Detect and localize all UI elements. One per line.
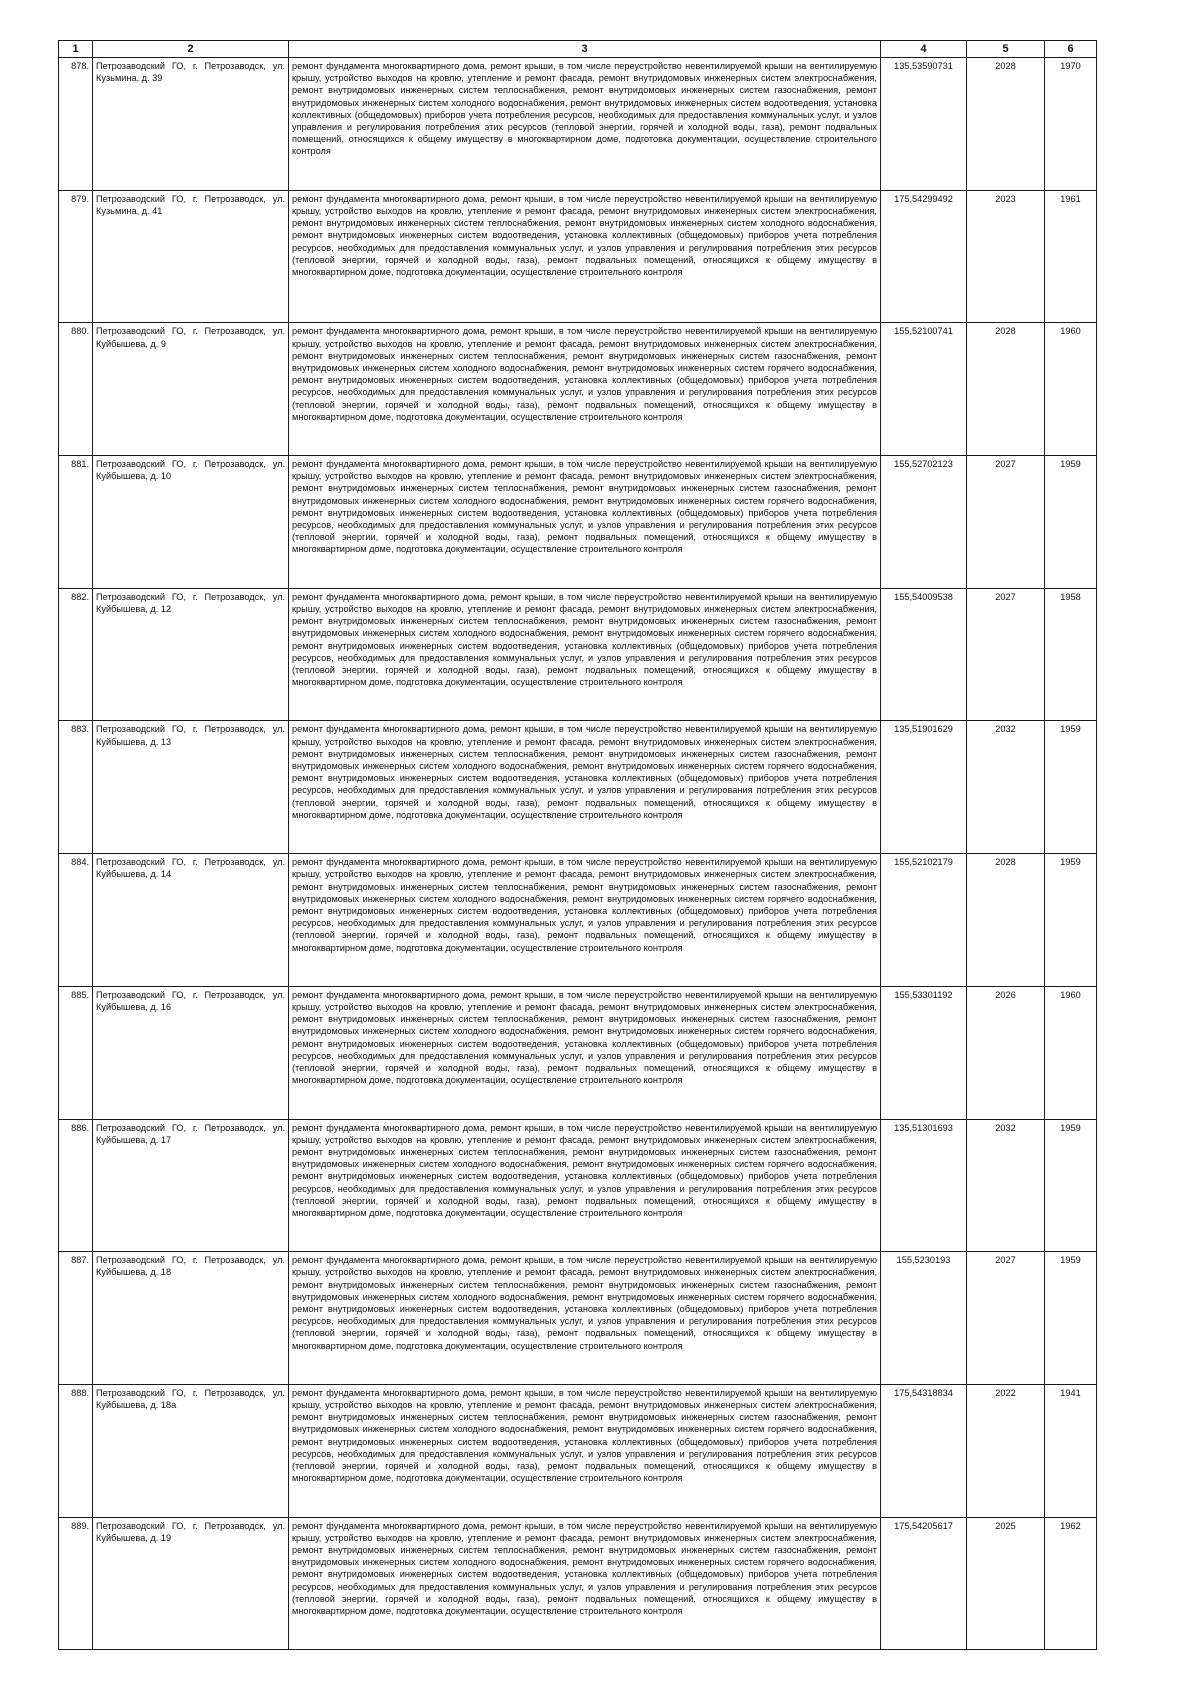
address-cell: Петрозаводский ГО, г. Петрозаводск, ул. Куйбышева, д. 19 [93,1517,289,1650]
works-cell: ремонт фундамента многоквартирного дома, ремонт крыши, в том числе переустройство невентилируемой крыши на вентилируемую крышу, устройство выходов на кровлю, утепление и ремонт фасада, ремонт внутридомовых инженерных систем электроснабжения, ремонт внутридомовых инженерных систем теплоснабжения, ремонт внутридомовых инженерных систем газоснабжения, ремонт внутридомовых инженерных систем холодного водоснабжения, ремонт внутридомовых инженерных систем горячего водоснабжения, ремонт внутридомовых инженерных систем водоотведения, установка коллективных (общедомовых) приборов учета потребления ресурсов, необходимых для предоставления коммунальных услуг, и узлов управления и регулирования потребления этих ресурсов (тепловой энергии, горячей и холодной воды, газа), ремонт подвальных помещений, относящихся к общему имуществу в многоквартирном доме, подготовка документации, осуществление строительного контроля [289,456,881,589]
table-body [59,58,1097,1650]
plan-year-cell: 2027 [967,588,1045,721]
address-cell: Петрозаводский ГО, г. Петрозаводск, ул. Куйбышева, д. 17 [93,1119,289,1252]
plan-year-cell: 2032 [967,1119,1045,1252]
works-cell: ремонт фундамента многоквартирного дома, ремонт крыши, в том числе переустройство невентилируемой крыши на вентилируемую крышу, устройство выходов на кровлю, утепление и ремонт фасада, ремонт внутридомовых инженерных систем электроснабжения, ремонт внутридомовых инженерных систем теплоснабжения, ремонт внутридомовых инженерных систем газоснабжения, ремонт внутридомовых инженерных систем холодного водоснабжения, ремонт внутридомовых инженерных систем горячего водоснабжения, ремонт внутридомовых инженерных систем водоотведения, установка коллективных (общедомовых) приборов учета потребления ресурсов, необходимых для предоставления коммунальных услуг, и узлов управления и регулирования потребления этих ресурсов (тепловой энергии, горячей и холодной воды, газа), ремонт подвальных помещений, относящихся к общему имуществу в многоквартирном доме, подготовка документации, осуществление строительного контроля [289,323,881,456]
table-row [59,986,1097,1119]
address-cell: Петрозаводский ГО, г. Петрозаводск, ул. Куйбышева, д. 18 [93,1252,289,1385]
row-number: 879. [59,190,93,323]
header-row [59,41,1097,58]
table-row [59,323,1097,456]
data-table [58,40,1097,1650]
built-year-cell: 1962 [1045,1517,1097,1650]
works-cell: ремонт фундамента многоквартирного дома, ремонт крыши, в том числе переустройство невентилируемой крыши на вентилируемую крышу, устройство выходов на кровлю, утепление и ремонт фасада, ремонт внутридомовых инженерных систем электроснабжения, ремонт внутридомовых инженерных систем теплоснабжения, ремонт внутридомовых инженерных систем газоснабжения, ремонт внутридомовых инженерных систем холодного водоснабжения, ремонт внутридомовых инженерных систем горячего водоснабжения, ремонт внутридомовых инженерных систем водоотведения, установка коллективных (общедомовых) приборов учета потребления ресурсов, необходимых для предоставления коммунальных услуг, и узлов управления и регулирования потребления этих ресурсов (тепловой энергии, горячей и холодной воды, газа), ремонт подвальных помещений, относящихся к общему имуществу в многоквартирном доме, подготовка документации, осуществление строительного контроля [289,721,881,854]
address-cell: Петрозаводский ГО, г. Петрозаводск, ул. Куйбышева, д. 18а [93,1384,289,1517]
cost-cell: 175,54318834 [881,1384,967,1517]
cost-cell: 135,51901629 [881,721,967,854]
built-year-cell: 1959 [1045,456,1097,589]
plan-year-cell: 2025 [967,1517,1045,1650]
plan-year-cell: 2027 [967,1252,1045,1385]
address-cell: Петрозаводский ГО, г. Петрозаводск, ул. Куйбышева, д. 10 [93,456,289,589]
works-cell: ремонт фундамента многоквартирного дома, ремонт крыши, в том числе переустройство невентилируемой крыши на вентилируемую крышу, устройство выходов на кровлю, утепление и ремонт фасада, ремонт внутридомовых инженерных систем электроснабжения, ремонт внутридомовых инженерных систем теплоснабжения, ремонт внутридомовых инженерных систем газоснабжения, ремонт внутридомовых инженерных систем холодного водоснабжения, ремонт внутридомовых инженерных систем горячего водоснабжения, ремонт внутридомовых инженерных систем водоотведения, установка коллективных (общедомовых) приборов учета потребления ресурсов, необходимых для предоставления коммунальных услуг, и узлов управления и регулирования потребления этих ресурсов (тепловой энергии, горячей и холодной воды, газа), ремонт подвальных помещений, относящихся к общему имуществу в многоквартирном доме, подготовка документации, осуществление строительного контроля [289,854,881,987]
cost-cell: 175,54205617 [881,1517,967,1650]
row-number: 889. [59,1517,93,1650]
plan-year-cell: 2022 [967,1384,1045,1517]
works-cell: ремонт фундамента многоквартирного дома, ремонт крыши, в том числе переустройство невентилируемой крыши на вентилируемую крышу, устройство выходов на кровлю, утепление и ремонт фасада, ремонт внутридомовых инженерных систем электроснабжения, ремонт внутридомовых инженерных систем теплоснабжения, ремонт внутридомовых инженерных систем газоснабжения, ремонт внутридомовых инженерных систем холодного водоснабжения, ремонт внутридомовых инженерных систем горячего водоснабжения, ремонт внутридомовых инженерных систем водоотведения, установка коллективных (общедомовых) приборов учета потребления ресурсов, необходимых для предоставления коммунальных услуг, и узлов управления и регулирования потребления этих ресурсов (тепловой энергии, горячей и холодной воды, газа), ремонт подвальных помещений, относящихся к общему имуществу в многоквартирном доме, подготовка документации, осуществление строительного контроля [289,1517,881,1650]
built-year-cell: 1970 [1045,58,1097,191]
row-number: 882. [59,588,93,721]
row-number: 883. [59,721,93,854]
works-cell: ремонт фундамента многоквартирного дома, ремонт крыши, в том числе переустройство невентилируемой крыши на вентилируемую крышу, устройство выходов на кровлю, утепление и ремонт фасада, ремонт внутридомовых инженерных систем электроснабжения, ремонт внутридомовых инженерных систем теплоснабжения, ремонт внутридомовых инженерных систем холодного водоснабжения, ремонт внутридомовых инженерных систем водоотведения, установка коллективных (общедомовых) приборов учета потребления ресурсов, необходимых для предоставления коммунальных услуг, и узлов управления и регулирования потребления этих ресурсов (тепловой энергии, горячей и холодной воды, газа), ремонт подвальных помещений, относящихся к общему имуществу в многоквартирном доме, подготовка документации, осуществление строительного контроля [289,190,881,323]
built-year-cell: 1959 [1045,1119,1097,1252]
plan-year-cell: 2023 [967,190,1045,323]
row-number: 887. [59,1252,93,1385]
row-number: 886. [59,1119,93,1252]
cost-cell: 175,54299492 [881,190,967,323]
built-year-cell: 1958 [1045,588,1097,721]
plan-year-cell: 2028 [967,323,1045,456]
column-header-2: 2 [93,41,289,58]
address-cell: Петрозаводский ГО, г. Петрозаводск, ул. Куйбышева, д. 13 [93,721,289,854]
built-year-cell: 1941 [1045,1384,1097,1517]
address-cell: Петрозаводский ГО, г. Петрозаводск, ул. Кузьмина, д. 41 [93,190,289,323]
column-header-3: 3 [289,41,881,58]
cost-cell: 155,52100741 [881,323,967,456]
row-number: 880. [59,323,93,456]
plan-year-cell: 2032 [967,721,1045,854]
table-row [59,190,1097,323]
table-row [59,1384,1097,1517]
works-cell: ремонт фундамента многоквартирного дома, ремонт крыши, в том числе переустройство невентилируемой крыши на вентилируемую крышу, устройство выходов на кровлю, утепление и ремонт фасада, ремонт внутридомовых инженерных систем электроснабжения, ремонт внутридомовых инженерных систем теплоснабжения, ремонт внутридомовых инженерных систем газоснабжения, ремонт внутридомовых инженерных систем холодного водоснабжения, ремонт внутридомовых инженерных систем горячего водоснабжения, ремонт внутридомовых инженерных систем водоотведения, установка коллективных (общедомовых) приборов учета потребления ресурсов, необходимых для предоставления коммунальных услуг, и узлов управления и регулирования потребления этих ресурсов (тепловой энергии, горячей и холодной воды, газа), ремонт подвальных помещений, относящихся к общему имуществу в многоквартирном доме, подготовка документации, осуществление строительного контроля [289,588,881,721]
cost-cell: 135,51301693 [881,1119,967,1252]
table-row [59,1119,1097,1252]
built-year-cell: 1959 [1045,721,1097,854]
table-row [59,854,1097,987]
table-row [59,721,1097,854]
cost-cell: 155,52102179 [881,854,967,987]
address-cell: Петрозаводский ГО, г. Петрозаводск, ул. Куйбышева, д. 14 [93,854,289,987]
built-year-cell: 1959 [1045,1252,1097,1385]
plan-year-cell: 2028 [967,854,1045,987]
column-header-1: 1 [59,41,93,58]
plan-year-cell: 2027 [967,456,1045,589]
address-cell: Петрозаводский ГО, г. Петрозаводск, ул. Кузьмина, д. 39 [93,58,289,191]
plan-year-cell: 2026 [967,986,1045,1119]
row-number: 878. [59,58,93,191]
table-row [59,456,1097,589]
built-year-cell: 1961 [1045,190,1097,323]
table-row [59,58,1097,191]
address-cell: Петрозаводский ГО, г. Петрозаводск, ул. Куйбышева, д. 16 [93,986,289,1119]
works-cell: ремонт фундамента многоквартирного дома, ремонт крыши, в том числе переустройство невентилируемой крыши на вентилируемую крышу, устройство выходов на кровлю, утепление и ремонт фасада, ремонт внутридомовых инженерных систем электроснабжения, ремонт внутридомовых инженерных систем теплоснабжения, ремонт внутридомовых инженерных систем газоснабжения, ремонт внутридомовых инженерных систем холодного водоснабжения, ремонт внутридомовых инженерных систем водоотведения, установка коллективных (общедомовых) приборов учета потребления ресурсов, необходимых для предоставления коммунальных услуг, и узлов управления и регулирования потребления этих ресурсов (тепловой энергии, горячей и холодной воды, газа), ремонт подвальных помещений, относящихся к общему имуществу в многоквартирном доме, подготовка документации, осуществление строительного контроля [289,58,881,191]
table-row [59,1517,1097,1650]
works-cell: ремонт фундамента многоквартирного дома, ремонт крыши, в том числе переустройство невентилируемой крыши на вентилируемую крышу, устройство выходов на кровлю, утепление и ремонт фасада, ремонт внутридомовых инженерных систем электроснабжения, ремонт внутридомовых инженерных систем теплоснабжения, ремонт внутридомовых инженерных систем газоснабжения, ремонт внутридомовых инженерных систем холодного водоснабжения, ремонт внутридомовых инженерных систем горячего водоснабжения, ремонт внутридомовых инженерных систем водоотведения, установка коллективных (общедомовых) приборов учета потребления ресурсов, необходимых для предоставления коммунальных услуг, и узлов управления и регулирования потребления этих ресурсов (тепловой энергии, горячей и холодной воды, газа), ремонт подвальных помещений, относящихся к общему имуществу в многоквартирном доме, подготовка документации, осуществление строительного контроля [289,1119,881,1252]
row-number: 884. [59,854,93,987]
built-year-cell: 1959 [1045,854,1097,987]
cost-cell: 155,52702123 [881,456,967,589]
table-row [59,588,1097,721]
column-header-6: 6 [1045,41,1097,58]
column-header-4: 4 [881,41,967,58]
works-cell: ремонт фундамента многоквартирного дома, ремонт крыши, в том числе переустройство невентилируемой крыши на вентилируемую крышу, устройство выходов на кровлю, утепление и ремонт фасада, ремонт внутридомовых инженерных систем электроснабжения, ремонт внутридомовых инженерных систем теплоснабжения, ремонт внутридомовых инженерных систем газоснабжения, ремонт внутридомовых инженерных систем холодного водоснабжения, ремонт внутридомовых инженерных систем горячего водоснабжения, ремонт внутридомовых инженерных систем водоотведения, установка коллективных (общедомовых) приборов учета потребления ресурсов, необходимых для предоставления коммунальных услуг, и узлов управления и регулирования потребления этих ресурсов (тепловой энергии, горячей и холодной воды, газа), ремонт подвальных помещений, относящихся к общему имуществу в многоквартирном доме, подготовка документации, осуществление строительного контроля [289,986,881,1119]
cost-cell: 155,5230193 [881,1252,967,1385]
built-year-cell: 1960 [1045,986,1097,1119]
address-cell: Петрозаводский ГО, г. Петрозаводск, ул. Куйбышева, д. 9 [93,323,289,456]
cost-cell: 135,53590731 [881,58,967,191]
cost-cell: 155,54009538 [881,588,967,721]
row-number: 881. [59,456,93,589]
address-cell: Петрозаводский ГО, г. Петрозаводск, ул. Куйбышева, д. 12 [93,588,289,721]
row-number: 888. [59,1384,93,1517]
cost-cell: 155,53301192 [881,986,967,1119]
works-cell: ремонт фундамента многоквартирного дома, ремонт крыши, в том числе переустройство невентилируемой крыши на вентилируемую крышу, устройство выходов на кровлю, утепление и ремонт фасада, ремонт внутридомовых инженерных систем электроснабжения, ремонт внутридомовых инженерных систем теплоснабжения, ремонт внутридомовых инженерных систем газоснабжения, ремонт внутридомовых инженерных систем холодного водоснабжения, ремонт внутридомовых инженерных систем горячего водоснабжения, ремонт внутридомовых инженерных систем водоотведения, установка коллективных (общедомовых) приборов учета потребления ресурсов, необходимых для предоставления коммунальных услуг, и узлов управления и регулирования потребления этих ресурсов (тепловой энергии, горячей и холодной воды, газа), ремонт подвальных помещений, относящихся к общему имуществу в многоквартирном доме, подготовка документации, осуществление строительного контроля [289,1384,881,1517]
built-year-cell: 1960 [1045,323,1097,456]
plan-year-cell: 2028 [967,58,1045,191]
row-number: 885. [59,986,93,1119]
works-cell: ремонт фундамента многоквартирного дома, ремонт крыши, в том числе переустройство невентилируемой крыши на вентилируемую крышу, устройство выходов на кровлю, утепление и ремонт фасада, ремонт внутридомовых инженерных систем электроснабжения, ремонт внутридомовых инженерных систем теплоснабжения, ремонт внутридомовых инженерных систем газоснабжения, ремонт внутридомовых инженерных систем холодного водоснабжения, ремонт внутридомовых инженерных систем горячего водоснабжения, ремонт внутридомовых инженерных систем водоотведения, установка коллективных (общедомовых) приборов учета потребления ресурсов, необходимых для предоставления коммунальных услуг, и узлов управления и регулирования потребления этих ресурсов (тепловой энергии, горячей и холодной воды, газа), ремонт подвальных помещений, относящихся к общему имуществу в многоквартирном доме, подготовка документации, осуществление строительного контроля [289,1252,881,1385]
column-header-5: 5 [967,41,1045,58]
table-row [59,1252,1097,1385]
